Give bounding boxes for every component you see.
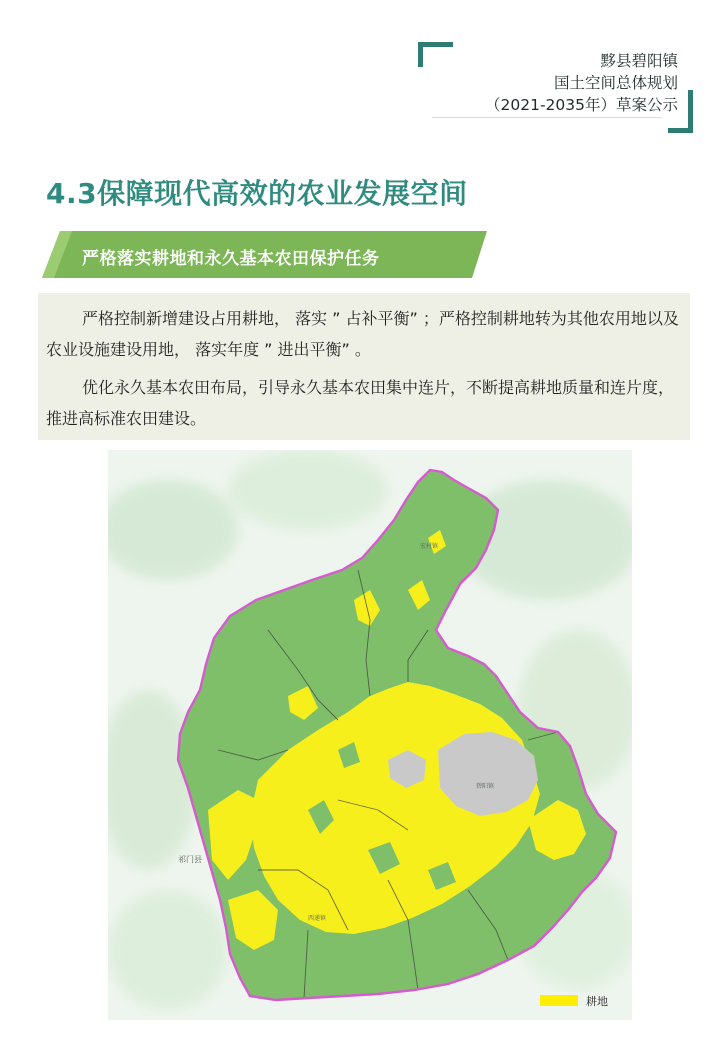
map-label-hongcun: 宏村镇: [420, 543, 439, 550]
header-divider: [432, 117, 662, 118]
map-label-qimen: 祁门县: [178, 855, 202, 864]
subtitle: 严格落实耕地和永久基本农田保护任务: [82, 249, 380, 269]
map-label-xidi: 西递镇: [308, 915, 327, 922]
document-header: [485, 50, 678, 116]
paragraph-1: 严格控制新增建设占用耕地， 落实 ” 占补平衡” ；严格控制耕地转为其他农用地以及农业设施建设用地， 落实年度 ” 进出平衡” 。: [46, 309, 679, 359]
map-label-biyang: 碧阳镇: [476, 783, 495, 790]
header-line-2: 国土空间总体规划: [553, 74, 678, 92]
legend-label: 耕地: [586, 995, 608, 1008]
map-svg: [108, 450, 632, 1020]
section-title: 4.3保障现代高效的农业发展空间: [46, 177, 468, 210]
paragraph-2: 优化永久基本农田布局，引导永久基本农田集中连片，不断提高耕地质量和连片度，推进高标准农田建设。: [46, 378, 675, 428]
legend-swatch: [540, 995, 578, 1006]
header-bracket-top: [418, 42, 453, 67]
header-line-1: 黟县碧阳镇: [600, 52, 678, 70]
header-line-3: （2021-2035年）草案公示: [485, 96, 678, 114]
farmland-map: [108, 450, 632, 1020]
